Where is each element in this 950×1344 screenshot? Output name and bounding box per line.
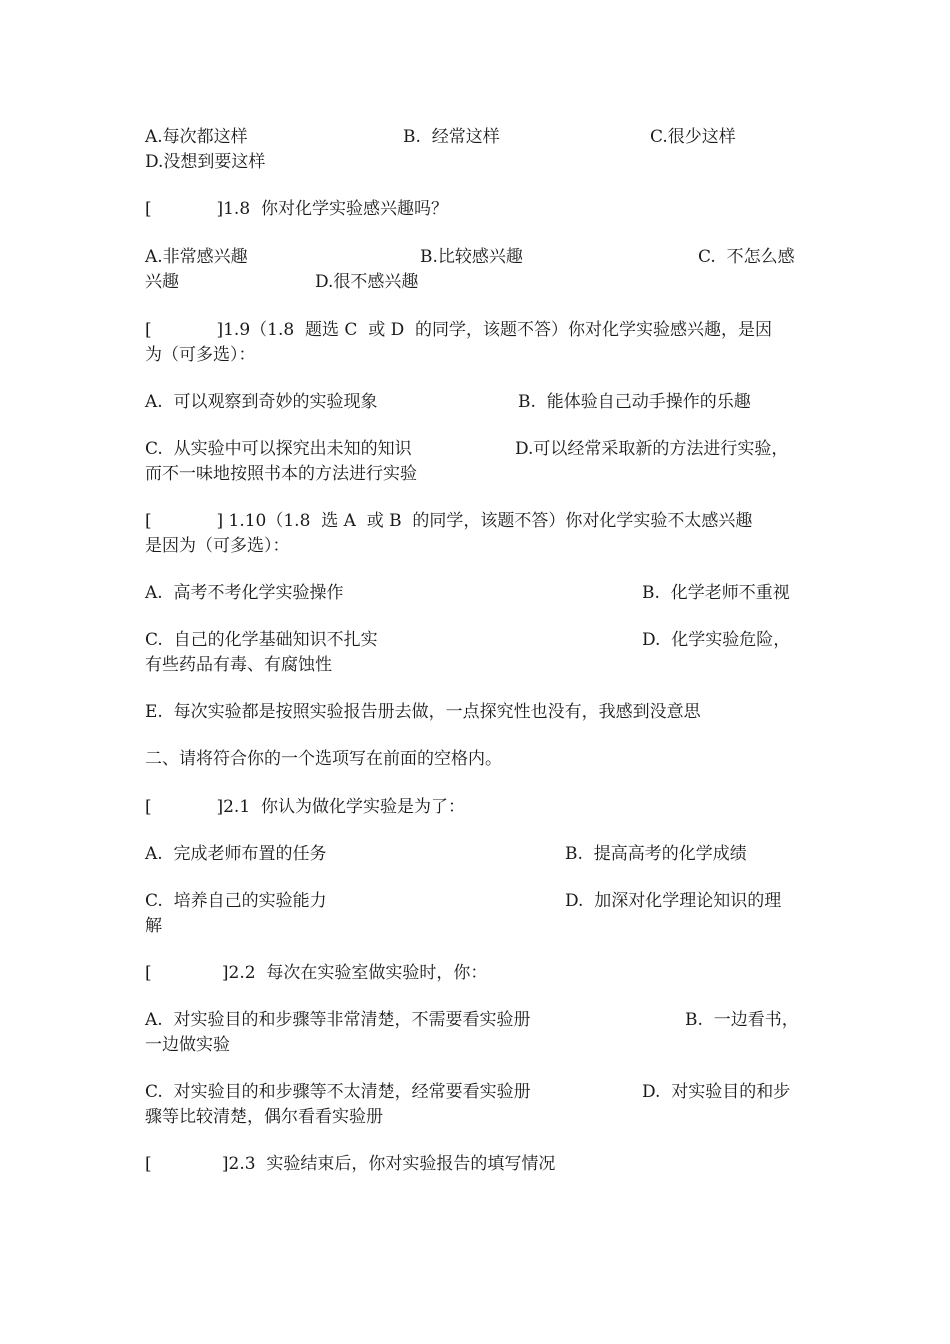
q1-7-option-a: A.每次都这样 (145, 127, 248, 147)
q1-7-option-d: D.没想到要这样 (145, 152, 266, 172)
question-2-1: [ ]2.1 你认为做化学实验是为了： (145, 797, 465, 817)
question-1-9-cont: 为（可多选）： (145, 345, 256, 365)
q1-10-option-b: B. 化学老师不重视 (642, 583, 790, 603)
q1-8-option-b: B.比较感兴趣 (420, 247, 523, 267)
q1-7-option-c: C.很少这样 (650, 127, 736, 147)
q1-10-option-d-cont: 有些药品有毒、有腐蚀性 (145, 655, 332, 675)
section-2-heading: 二、请将符合你的一个选项写在前面的空格内。 (145, 749, 502, 769)
q2-2-option-b-cont: 一边做实验 (145, 1035, 230, 1055)
q1-9-option-d-cont: 而不一味地按照书本的方法进行实验 (145, 464, 417, 484)
question-1-10: [ ] 1.10（1.8 选 A 或 B 的同学，该题不答）你对化学实验不太感兴趣 (145, 511, 753, 531)
q2-1-option-d-cont: 解 (145, 916, 162, 936)
question-2-3: [ ]2.3 实验结束后，你对实验报告的填写情况 (145, 1154, 556, 1174)
q2-1-option-d: D. 加深对化学理论知识的理 (565, 891, 782, 911)
q2-1-option-b: B. 提高高考的化学成绩 (565, 844, 747, 864)
q1-8-option-d: D.很不感兴趣 (315, 272, 419, 292)
q1-9-option-a: A. 可以观察到奇妙的实验现象 (145, 392, 378, 412)
q2-1-option-c: C. 培养自己的实验能力 (145, 891, 327, 911)
q1-10-option-c: C. 自己的化学基础知识不扎实 (145, 630, 378, 650)
question-2-2: [ ]2.2 每次在实验室做实验时，你： (145, 963, 488, 983)
question-1-9: [ ]1.9（1.8 题选 C 或 D 的同学，该题不答）你对化学实验感兴趣，是因 (145, 320, 773, 340)
q1-9-option-b: B. 能体验自己动手操作的乐趣 (518, 392, 751, 412)
q1-9-option-c: C. 从实验中可以探究出未知的知识 (145, 439, 412, 459)
q2-2-option-b: B. 一边看书， (685, 1010, 799, 1030)
q2-1-option-a: A. 完成老师布置的任务 (145, 844, 327, 864)
q1-7-option-b: B. 经常这样 (403, 127, 500, 147)
q2-2-option-d-cont: 骤等比较清楚，偶尔看看实验册 (145, 1107, 383, 1127)
q2-2-option-a: A. 对实验目的和步骤等非常清楚，不需要看实验册 (145, 1010, 531, 1030)
question-1-10-cont: 是因为（可多选）： (145, 536, 290, 556)
question-1-8: [ ]1.8 你对化学实验感兴趣吗？ (145, 199, 448, 219)
q1-8-option-a: A.非常感兴趣 (145, 247, 248, 267)
q2-2-option-d: D. 对实验目的和步 (642, 1082, 791, 1102)
q1-10-option-d: D. 化学实验危险， (642, 630, 791, 650)
q1-10-option-a: A. 高考不考化学实验操作 (145, 583, 344, 603)
q2-2-option-c: C. 对实验目的和步骤等不太清楚，经常要看实验册 (145, 1082, 531, 1102)
q1-8-option-c-cont: 兴趣 (145, 272, 179, 292)
q1-8-option-c: C. 不怎么感 (698, 247, 795, 267)
q1-10-option-e: E. 每次实验都是按照实验报告册去做，一点探究性也没有，我感到没意思 (145, 702, 701, 722)
q1-9-option-d: D.可以经常采取新的方法进行实验， (515, 439, 789, 459)
